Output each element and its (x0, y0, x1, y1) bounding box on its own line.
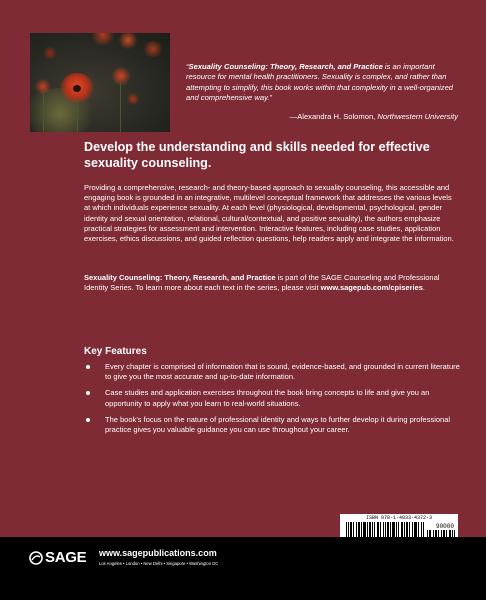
sage-logo-text: SAGE (45, 549, 87, 566)
price-code: 90000 (435, 523, 454, 530)
list-item (84, 362, 460, 382)
attribution-name: —Alexandra H. Solomon, (289, 112, 378, 121)
series-end: . (422, 283, 426, 293)
quote-text: is an important resource for mental health practitioners. Sexuality is complex, and rather than attempting to simplify, this book works within that complexity in a well-organized and comprehensive way.” (186, 62, 454, 103)
publisher-footer (0, 537, 486, 600)
quote-open: “ (186, 62, 189, 71)
series-note (84, 273, 458, 293)
bullet-icon (86, 418, 90, 422)
endorsement-attribution (290, 112, 458, 121)
attribution-affiliation: Northwestern University (377, 112, 458, 121)
description: Providing a comprehensive, research- and theory-based approach to sexuality counseling, this accessible and engaging book is grounded in an integrative, multilevel conceptual framework that addresses the various levels at which individuals experience sexuality. At each level (physiological, developmental, psychological, gender identity and sexual orientation, relational, cultural/contextual, and positive sexuality), the authors emphasize practical strategies for assessment and intervention. Interactive features, including case studies, application exercises, ethics discussions, and guided reflection questions, help readers apply and integrate the information. (84, 183, 454, 244)
publisher-cities: Los Angeles • London • New Delhi • Singapore • Washington DC (99, 561, 219, 566)
series-book-title: Sexuality Counseling: Theory, Research, and Practice (84, 273, 276, 282)
list-item (84, 415, 460, 435)
series-url[interactable]: www.sagepub.com/cpiseries (320, 283, 423, 293)
endorsement-quote (186, 62, 458, 104)
key-features-title: Key Features (84, 346, 147, 357)
poppy-photo (30, 33, 170, 132)
list-item (84, 388, 460, 408)
series-text: is part of the SAGE Counseling and Professional Identity Series. To learn more about each text in the series, please visit (84, 273, 440, 293)
sage-mark-icon (29, 551, 43, 565)
headline: Develop the understanding and skills needed for effective sexuality counseling. (84, 140, 430, 170)
bullet-icon (86, 365, 90, 369)
key-features-list (84, 362, 460, 441)
isbn-text: ISBN 978-1-4833-4372-3 (365, 515, 432, 521)
publisher-url[interactable]: www.sagepublications.com (99, 548, 217, 558)
bullet-icon (86, 391, 90, 395)
feature-text: Every chapter is comprised of information that is sound, evidence-based, and grounded in current literature to give you the most accurate and up-to-date information. (105, 362, 460, 382)
feature-text: The book’s focus on the nature of professional identity and ways to further develop it during professional practice gives you valuable guidance you can use throughout your career. (105, 414, 451, 435)
sage-logo (29, 547, 86, 568)
feature-text: Case studies and application exercises throughout the book bring concepts to life and give you an opportunity to apply what you learn to real-world situations. (105, 388, 430, 408)
quote-book-title: Sexuality Counseling: Theory, Research, and Practice (188, 62, 383, 71)
